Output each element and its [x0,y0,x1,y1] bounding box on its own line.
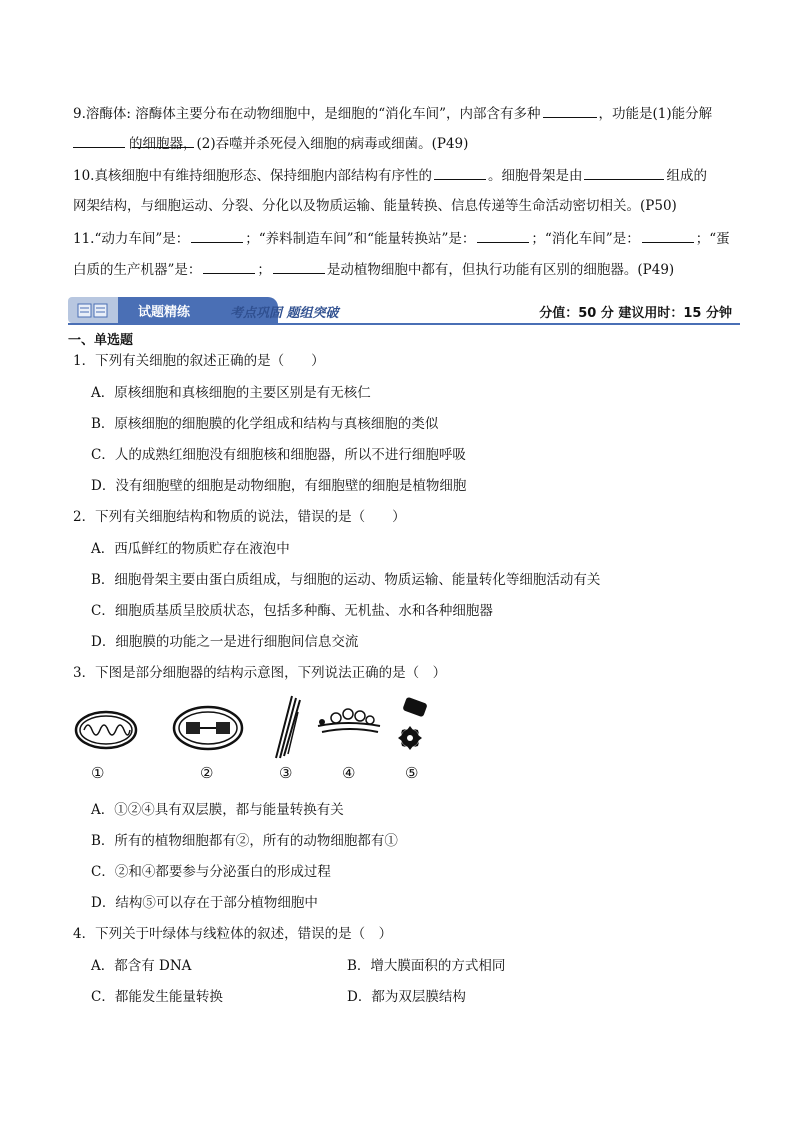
banner-tab-label: 试题精练 [138,305,191,320]
book-icon [68,297,120,323]
option-c[interactable]: C．细胞质基质呈胶质状态，包括多种酶、无机盐、水和各种细胞器 [91,603,493,619]
q11-text-a: 11.“动力车间”是： [73,231,190,247]
option-a[interactable]: A．原核细胞和真核细胞的主要区别是有无核仁 [91,385,371,401]
section-banner [68,297,740,325]
q11-text-d: ；“蛋 [695,231,730,247]
fill-line-9a [73,104,712,123]
endoplasmic-reticulum-icon [276,696,300,758]
q11-text-b: ；“养料制造车间”和“能量转换站”是： [245,231,476,247]
option-b[interactable]: B．原核细胞的细胞膜的化学组成和结构与真核细胞的类似 [91,416,439,432]
figure-label-3: ③ [279,764,293,782]
option-c[interactable]: C．都能发生能量转换 [91,989,223,1005]
fill-line-9c [130,134,196,153]
option-a[interactable]: A．①②④具有双层膜，都与能量转换有关 [91,802,344,818]
banner-info: 分值：50 分 建议用时：15 分钟 [539,306,732,321]
question-stem: 3．下图是部分细胞器的结构示意图，下列说法正确的是（ ） [73,665,447,681]
chloroplast-icon [174,707,242,749]
answer-blank[interactable] [434,166,486,180]
fill-line-10b [73,197,677,215]
q9-text-b: ，功能是(1)能分解 [598,106,713,122]
figure-label-1: ① [91,764,105,782]
q9-text-c: 的细胞器，(2)吞噬并杀死侵入细胞的病毒或细菌。(P49) [129,136,469,152]
option-b[interactable]: B．增大膜面积的方式相同 [347,958,506,974]
q10-text-d: 网架结构，与细胞运动、分裂、分化以及物质运输、能量转换、信息传递等生命活动密切相关。(P50) [73,198,677,214]
fill-line-10a [73,166,707,185]
figure-label-4: ④ [342,764,356,782]
section-title: 一、单选题 [68,333,134,348]
q9-text-a: 9.溶酶体: 溶酶体主要分布在动物细胞中，是细胞的“消化车间”，内部含有多种 [73,106,541,122]
option-c[interactable]: C．②和④都要参与分泌蛋白的形成过程 [91,864,331,880]
option-d[interactable]: D．结构⑤可以存在于部分植物细胞中 [91,895,318,911]
figure-label-5: ⑤ [405,764,419,782]
option-c[interactable]: C．人的成熟红细胞没有细胞核和细胞器，所以不进行细胞呼吸 [91,447,466,463]
option-d[interactable]: D．细胞膜的功能之一是进行细胞间信息交流 [91,634,359,650]
golgi-apparatus-icon [318,709,380,732]
q10-text-a: 10.真核细胞中有维持细胞形态、保持细胞内部结构有序性的 [73,168,432,184]
q11-text-e: 白质的生产机器”是： [73,262,202,278]
centriole-icon [398,697,428,750]
q10-text-c: 组成的 [666,168,707,184]
answer-blank[interactable] [203,260,255,274]
banner-subtitle: 考点巩固 题组突破 [230,306,339,321]
q11-text-g: 是动植物细胞中都有，但执行功能有区别的细胞器。(P49) [326,262,675,278]
fill-line-11a [73,229,730,248]
figure-label-2: ② [200,764,214,782]
answer-blank[interactable] [477,229,529,243]
answer-blank[interactable] [132,134,194,148]
option-b[interactable]: B．所有的植物细胞都有②，所有的动物细胞都有① [91,833,398,849]
answer-blank[interactable] [642,229,694,243]
mitochondrion-icon [76,712,136,748]
answer-blank[interactable] [73,134,125,148]
question-stem: 4．下列关于叶绿体与线粒体的叙述，错误的是（ ） [73,926,393,942]
answer-blank[interactable] [584,166,664,180]
organelle-figure [70,692,450,762]
q10-text-b: 。细胞骨架是由 [487,168,583,184]
q11-text-c: ；“消化车间”是： [531,231,640,247]
option-b[interactable]: B．细胞骨架主要由蛋白质组成，与细胞的运动、物质运输、能量转化等细胞活动有关 [91,572,601,588]
banner-divider [68,323,740,325]
answer-blank[interactable] [191,229,243,243]
question-stem: 1．下列有关细胞的叙述正确的是（ ） [73,353,325,369]
option-d[interactable]: D．没有细胞壁的细胞是动物细胞，有细胞壁的细胞是植物细胞 [91,478,467,494]
fill-line-11b [73,260,674,279]
option-a[interactable]: A．都含有 DNA [91,958,192,974]
option-d[interactable]: D．都为双层膜结构 [347,989,466,1005]
q11-text-f: ； [257,262,271,278]
answer-blank[interactable] [273,260,325,274]
option-a[interactable]: A．西瓜鲜红的物质贮存在液泡中 [91,541,290,557]
question-stem: 2．下列有关细胞结构和物质的说法，错误的是（ ） [73,509,406,525]
answer-blank[interactable] [543,104,597,118]
